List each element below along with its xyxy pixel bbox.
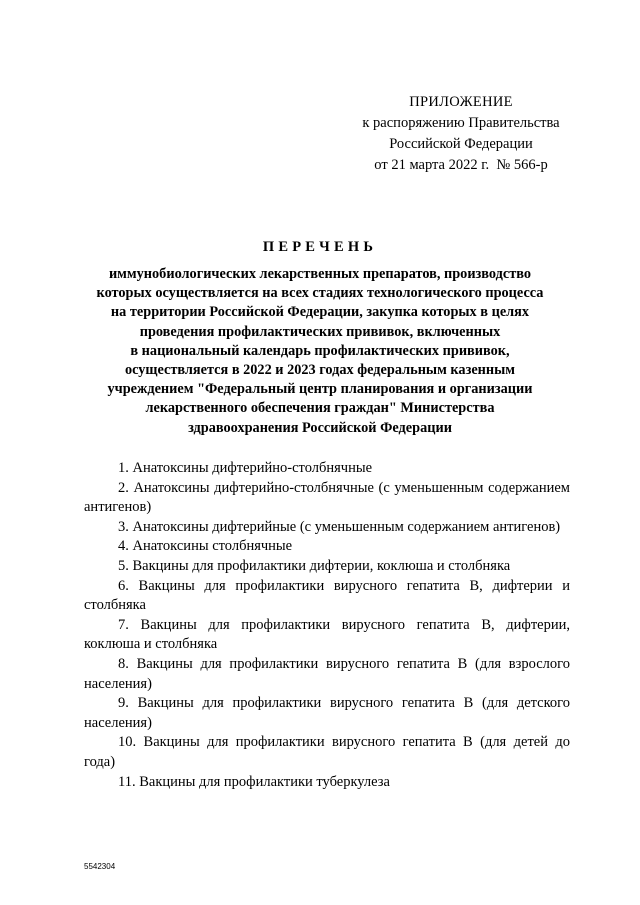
items-list bbox=[84, 459, 570, 792]
list-item: 2. Анатоксины дифтерийно-столбнячные (с уменьшенным содержанием антигенов) bbox=[84, 479, 570, 516]
document-code: 5542304 bbox=[84, 862, 116, 871]
document-title: ПЕРЕЧЕНЬ bbox=[262, 239, 378, 255]
list-item: 7. Вакцины для профилактики вирусного гепатита В, дифтерии, коклюша и столбняка bbox=[84, 616, 570, 653]
list-item: 1. Анатоксины дифтерийно-столбнячные bbox=[118, 460, 373, 476]
subtitle-line: на территории Российской Федерации, закупка которых в целях bbox=[110, 304, 530, 321]
list-item: 3. Анатоксины дифтерийные (с уменьшенным содержанием антигенов) bbox=[118, 518, 561, 535]
appendix-heading: ПРИЛОЖЕНИЕ bbox=[409, 94, 513, 110]
list-item: 6. Вакцины для профилактики вирусного гепатита В, дифтерии и столбняка bbox=[84, 577, 570, 614]
subtitle-line: в национальный календарь профилактических прививок, bbox=[130, 342, 510, 359]
appendix-line-3: от 21 марта 2022 г. № 566-р bbox=[374, 157, 548, 173]
subtitle-line: учреждением "Федеральный центр планирования и организации bbox=[107, 381, 533, 398]
subtitle-line: иммунобиологических лекарственных препаратов, производство bbox=[108, 266, 532, 282]
appendix-line-2: Российской Федерации bbox=[389, 136, 533, 152]
list-item: 8. Вакцины для профилактики вирусного гепатита В (для взрослого населения) bbox=[84, 655, 570, 692]
list-item: 9. Вакцины для профилактики вирусного гепатита В (для детского населения) bbox=[84, 695, 570, 731]
document-subtitle bbox=[68, 265, 572, 438]
list-item: 11. Вакцины для профилактики туберкулеза bbox=[118, 773, 390, 790]
subtitle-line: осуществляется в 2022 и 2023 годах федеральным казенным bbox=[124, 362, 516, 379]
list-item: 10. Вакцины для профилактики вирусного гепатита В (для детей до года) bbox=[84, 734, 570, 770]
appendix-block bbox=[340, 92, 582, 176]
subtitle-line: проведения профилактических прививок, включенных bbox=[139, 323, 501, 340]
appendix-line-1: к распоряжению Правительства bbox=[362, 115, 560, 131]
list-item: 5. Вакцины для профилактики дифтерии, коклюша и столбняка bbox=[118, 557, 511, 574]
list-item: 4. Анатоксины столбнячные bbox=[118, 538, 293, 555]
subtitle-line: которых осуществляется на всех стадиях технологического процесса bbox=[96, 285, 544, 302]
subtitle-line: здравоохранения Российской Федерации bbox=[188, 419, 452, 436]
subtitle-line: лекарственного обеспечения граждан" Министерства bbox=[145, 400, 495, 417]
